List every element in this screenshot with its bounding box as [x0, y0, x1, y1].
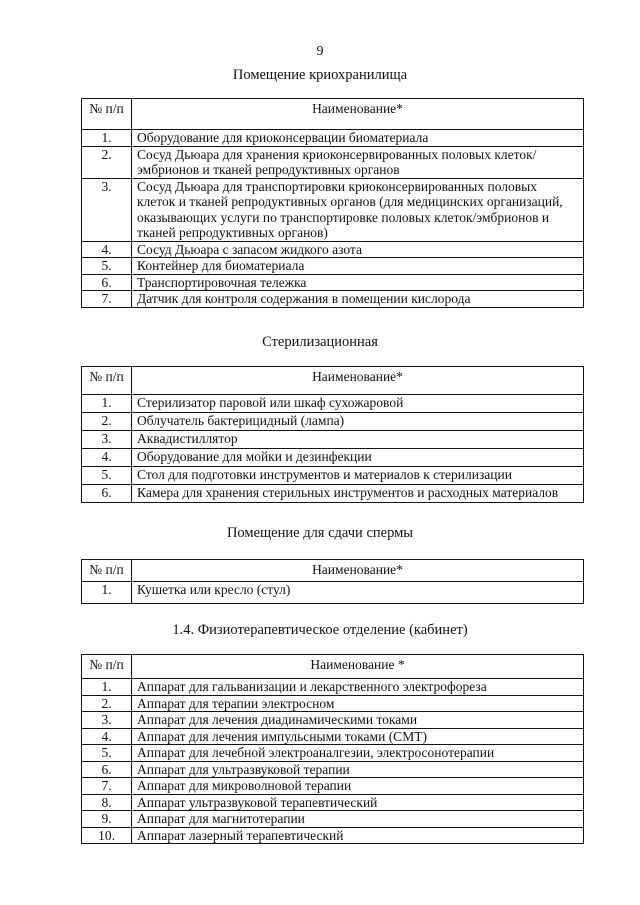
column-header-name: Наименование *: [132, 655, 584, 679]
row-name: Стерилизатор паровой или шкаф сухожаровой: [132, 395, 584, 413]
row-name: Аппарат для гальванизации и лекарственного электрофореза: [132, 679, 584, 696]
row-name: Оборудование для мойки и дезинфекции: [132, 449, 584, 467]
section-title-sterilization: Стерилизационная: [262, 334, 378, 350]
row-number: 3.: [82, 178, 132, 241]
table-row: [82, 241, 584, 258]
row-number: 4.: [82, 728, 132, 745]
column-header-name: Наименование*: [132, 560, 584, 582]
table-row: [82, 431, 584, 449]
table-row: [82, 130, 584, 147]
row-name: Датчик для контроля содержания в помещении кислорода: [132, 291, 584, 308]
column-header-name: Наименование*: [132, 99, 584, 130]
row-number: 2.: [82, 146, 132, 178]
row-name: Аппарат лазерный терапевтический: [132, 827, 584, 844]
table-header-row: [82, 560, 584, 582]
row-number: 2.: [82, 413, 132, 431]
row-number: 10.: [82, 827, 132, 844]
table-row: [82, 679, 584, 696]
row-number: 4.: [82, 449, 132, 467]
table-row: [82, 811, 584, 828]
row-name: Аппарат ультразвуковой терапевтический: [132, 794, 584, 811]
row-number: 1.: [82, 582, 132, 604]
row-name: Транспортировочная тележка: [132, 274, 584, 291]
table-row: [82, 258, 584, 275]
table-row: [82, 274, 584, 291]
table-row: [82, 291, 584, 308]
table-row: [82, 761, 584, 778]
table-row: [82, 395, 584, 413]
row-number: 6.: [82, 761, 132, 778]
row-name: Сосуд Дьюара для транспортировки криоконсервированных половых клеток и тканей репродуктивных органов (для медицинских организаций, оказывающих услуги по транспортировке половых клеток/эмбрионов и тканей репродуктивных органов): [132, 178, 584, 241]
table-row: [82, 778, 584, 795]
table-row: [82, 745, 584, 762]
row-number: 8.: [82, 794, 132, 811]
row-number: 6.: [82, 274, 132, 291]
table-row: [82, 827, 584, 844]
table-physiotherapy: [81, 654, 584, 844]
table-row: [82, 794, 584, 811]
row-name: Контейнер для биоматериала: [132, 258, 584, 275]
row-name: Стол для подготовки инструментов и материалов к стерилизации: [132, 467, 584, 485]
table-cryostorage: [81, 98, 584, 308]
table-row: [82, 485, 584, 503]
row-name: Оборудование для криоконсервации биоматериала: [132, 130, 584, 147]
page-number: 9: [316, 44, 324, 59]
row-number: 7.: [82, 778, 132, 795]
row-name: Камера для хранения стерильных инструментов и расходных материалов: [132, 485, 584, 503]
column-header-number: № п/п: [82, 655, 132, 679]
row-number: 5.: [82, 467, 132, 485]
table-header-row: [82, 99, 584, 130]
table-sperm-room: [81, 559, 584, 604]
column-header-number: № п/п: [82, 560, 132, 582]
row-name: Аквадистиллятор: [132, 431, 584, 449]
row-number: 7.: [82, 291, 132, 308]
row-name: Сосуд Дьюара для хранения криоконсервированных половых клеток/эмбрионов и тканей репродуктивных органов: [132, 146, 584, 178]
table-row: [82, 413, 584, 431]
table-row: [82, 467, 584, 485]
column-header-name: Наименование*: [132, 367, 584, 395]
row-name: Сосуд Дьюара с запасом жидкого азота: [132, 241, 584, 258]
row-number: 1.: [82, 679, 132, 696]
table-row: [82, 712, 584, 729]
row-name: Аппарат для терапии электросном: [132, 695, 584, 712]
row-name: Кушетка или кресло (стул): [132, 582, 584, 604]
row-number: 1.: [82, 395, 132, 413]
row-number: 3.: [82, 712, 132, 729]
table-header-row: [82, 367, 584, 395]
row-name: Аппарат для микроволновой терапии: [132, 778, 584, 795]
table-row: [82, 582, 584, 604]
row-number: 6.: [82, 485, 132, 503]
table-row: [82, 178, 584, 241]
row-number: 1.: [82, 130, 132, 147]
row-number: 9.: [82, 811, 132, 828]
row-name: Аппарат для магнитотерапии: [132, 811, 584, 828]
row-number: 4.: [82, 241, 132, 258]
row-name: Облучатель бактерицидный (лампа): [132, 413, 584, 431]
row-number: 2.: [82, 695, 132, 712]
row-number: 5.: [82, 745, 132, 762]
table-row: [82, 146, 584, 178]
column-header-number: № п/п: [82, 99, 132, 130]
table-row: [82, 728, 584, 745]
row-number: 3.: [82, 431, 132, 449]
table-header-row: [82, 655, 584, 679]
row-name: Аппарат для лечения импульсными токами (СМТ): [132, 728, 584, 745]
table-sterilization: [81, 366, 584, 503]
table-row: [82, 695, 584, 712]
table-row: [82, 449, 584, 467]
column-header-number: № п/п: [82, 367, 132, 395]
section-title-sperm-room: Помещение для сдачи спермы: [226, 525, 414, 541]
row-name: Аппарат для ультразвуковой терапии: [132, 761, 584, 778]
row-name: Аппарат для лечебной электроаналгезии, электросонотерапии: [132, 745, 584, 762]
row-number: 5.: [82, 258, 132, 275]
section-title-cryostorage: Помещение криохранилища: [232, 67, 408, 83]
section-title-physiotherapy: 1.4. Физиотерапевтическое отделение (кабинет): [172, 622, 468, 638]
row-name: Аппарат для лечения диадинамическими токами: [132, 712, 584, 729]
